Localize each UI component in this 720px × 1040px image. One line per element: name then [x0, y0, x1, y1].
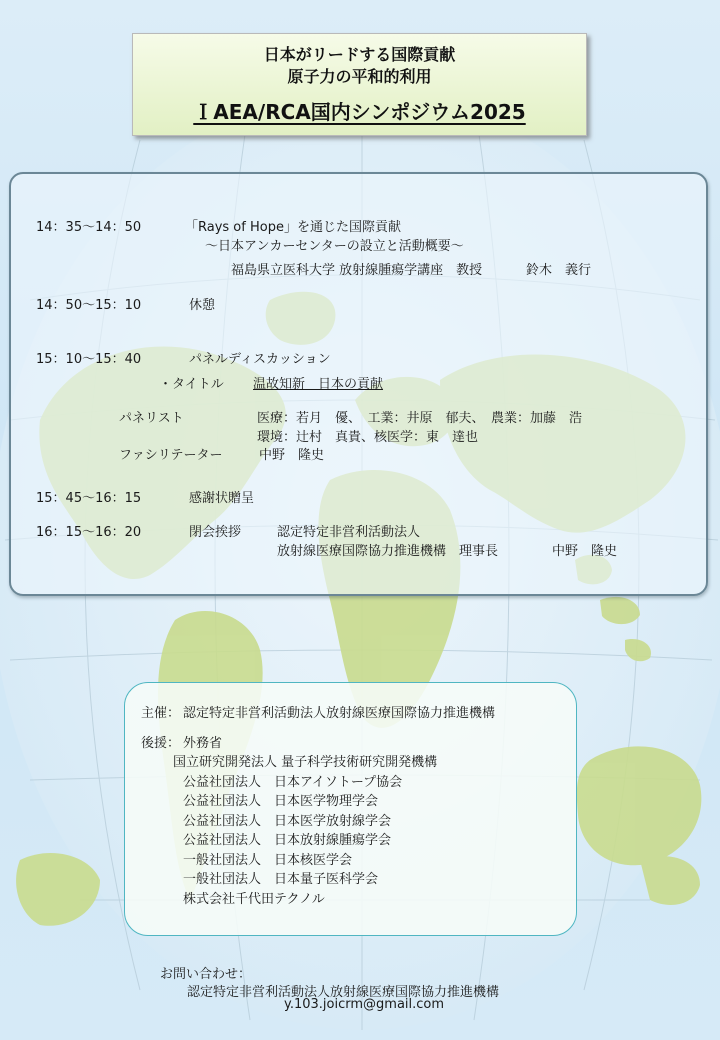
supporter-item: 公益社団法人 日本医学物理学会 — [183, 794, 379, 809]
contact-org: 認定特定非営利活動法人放射線医療国際協力推進機構 — [187, 985, 500, 1000]
host-name: 認定特定非営利活動法人放射線医療国際協力推進機構 — [183, 706, 496, 721]
contact-email[interactable]: y.103.joicrm@gmail.com — [284, 997, 445, 1012]
support-label: 後援： — [141, 736, 181, 751]
facilitator-label: ファシリテーター — [119, 448, 223, 463]
supporter-item: 一般社団法人 日本核医学会 — [183, 853, 353, 868]
closing-org-line1: 認定特定非営利活動法人 — [277, 525, 421, 540]
panel-topic: 温故知新 日本の貢献 — [253, 377, 384, 392]
program-title: 閉会挨拶 — [189, 525, 242, 540]
program-time: 14：35～14：50 — [36, 220, 142, 235]
supporter-item: 公益社団法人 日本アイソトープ協会 — [183, 775, 403, 790]
symposium-title — [133, 96, 586, 125]
closing-org-line2: 放射線医療国際協力推進機構 理事長 — [277, 544, 499, 559]
speaker-affiliation: 福島県立医科大学 放射線腫瘍学講座 教授 — [231, 263, 483, 278]
program-time: 15：10～15：40 — [36, 352, 142, 367]
speaker-name: 中野 隆史 — [552, 544, 618, 559]
supporter-item: 株式会社千代田テクノル — [183, 892, 325, 907]
program-title: 「Rays of Hope」を通じた国際貢献 — [185, 220, 401, 235]
symposium-title-text: ＩAEA/RCA国内シンポジウム2025 — [193, 100, 526, 124]
panelists-line2: 環境：辻村 真貴、核医学：東 達也 — [257, 430, 479, 445]
supporter-item: 国立研究開発法人 量子科学技術研究開発機構 — [173, 755, 438, 770]
panelists-line1: 医療：若月 優、 工業：井原 郁夫、 農業：加藤 浩 — [257, 411, 583, 426]
title-line1: 日本がリードする国際貢献 — [263, 45, 456, 64]
program-title: 休憩 — [189, 298, 216, 313]
facilitator-name: 中野 隆史 — [259, 448, 325, 463]
program-time: 15：45～16：15 — [36, 491, 142, 506]
program-time: 14：50～15：10 — [36, 298, 142, 313]
panelist-label: パネリスト — [119, 411, 184, 426]
program-time: 16：15～16：20 — [36, 525, 142, 540]
supporter-item: 公益社団法人 日本放射線腫瘍学会 — [183, 833, 392, 848]
speaker-name: 鈴木 義行 — [526, 263, 592, 278]
program-title: パネルディスカッション — [189, 352, 331, 367]
supporter-item: 外務省 — [183, 736, 223, 751]
program-schedule-panel — [9, 172, 708, 596]
supporter-item: 一般社団法人 日本量子医科学会 — [183, 872, 379, 887]
title-line2: 原子力の平和的利用 — [287, 67, 432, 86]
contact-label: お問い合わせ： — [160, 967, 252, 982]
panel-topic-label: ・タイトル — [159, 377, 224, 392]
supporter-item: 公益社団法人 日本医学放射線学会 — [183, 814, 392, 829]
host-label: 主催： — [141, 706, 181, 721]
title-banner — [132, 33, 587, 136]
program-subtitle: ～日本アンカーセンターの設立と活動概要～ — [205, 239, 464, 254]
program-title: 感謝状贈呈 — [189, 491, 255, 506]
organizers-panel — [124, 682, 577, 936]
